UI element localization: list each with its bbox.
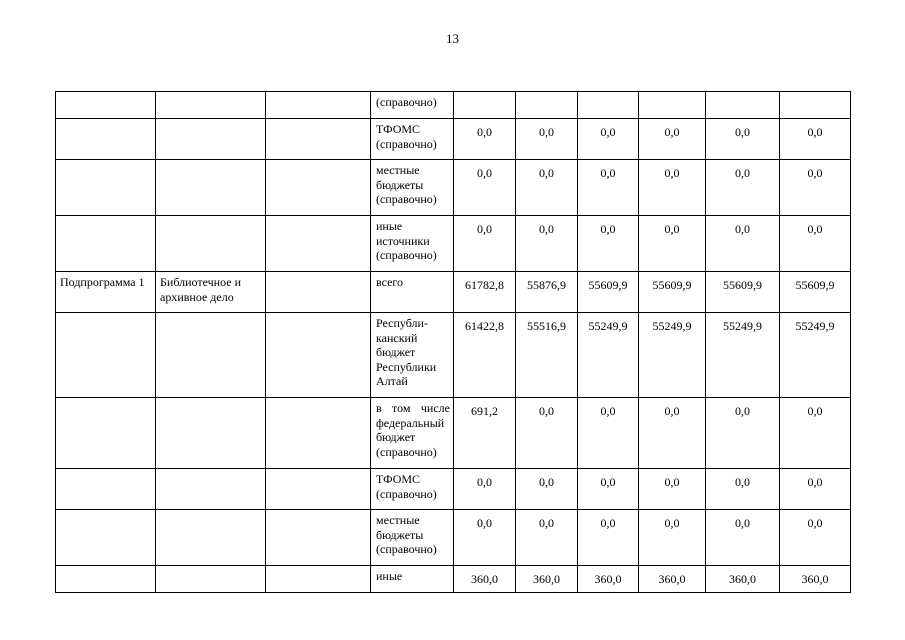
value-cell: 0,0 — [454, 469, 516, 510]
value-cell: 61782,8 — [454, 272, 516, 313]
value-cell: 0,0 — [578, 510, 639, 566]
source-line: ТФОМС — [376, 122, 421, 136]
source-line: в том числе — [376, 401, 450, 415]
value-cell: 0,0 — [516, 469, 578, 510]
source-line: Республи- — [376, 316, 428, 330]
executor-cell — [266, 313, 371, 398]
value-cell: 55249,9 — [706, 313, 780, 398]
program-cell — [56, 469, 156, 510]
value-cell — [706, 92, 780, 119]
value-cell — [578, 92, 639, 119]
source-line: местные — [376, 163, 420, 177]
value-cell: 0,0 — [706, 216, 780, 272]
program-cell — [56, 510, 156, 566]
value-cell: 0,0 — [780, 216, 851, 272]
value-cell: 0,0 — [578, 398, 639, 469]
source-line: всего — [376, 275, 404, 289]
source-line: (справочно) — [376, 248, 437, 263]
value-cell: 0,0 — [639, 398, 706, 469]
source-cell — [371, 92, 454, 119]
page-number: 13 — [446, 31, 459, 46]
value-cell: 360,0 — [639, 566, 706, 593]
value-cell: 0,0 — [639, 160, 706, 216]
source-line: федеральный — [376, 415, 445, 430]
value-cell — [454, 92, 516, 119]
executor-cell — [266, 92, 371, 119]
table-row — [56, 160, 851, 216]
value-cell: 0,0 — [706, 510, 780, 566]
value-cell: 0,0 — [578, 469, 639, 510]
source-line: (справочно) — [376, 444, 437, 459]
value-cell: 0,0 — [706, 398, 780, 469]
name-cell — [156, 469, 266, 510]
source-line: (справочно) — [376, 95, 437, 109]
source-line: (справочно) — [376, 542, 437, 557]
program-cell — [56, 566, 156, 593]
table-row — [56, 216, 851, 272]
value-cell: 360,0 — [578, 566, 639, 593]
source-line: (справочно) — [376, 192, 437, 207]
value-cell: 0,0 — [454, 510, 516, 566]
name-cell — [156, 119, 266, 160]
executor-cell — [266, 119, 371, 160]
value-cell: 0,0 — [454, 160, 516, 216]
value-cell: 0,0 — [780, 160, 851, 216]
value-cell: 0,0 — [578, 216, 639, 272]
name-cell — [156, 216, 266, 272]
value-cell: 0,0 — [639, 469, 706, 510]
table-row — [56, 510, 851, 566]
table-row — [56, 398, 851, 469]
value-cell: 0,0 — [454, 216, 516, 272]
table-body — [56, 92, 851, 593]
program-cell: Подпрограмма 1 — [56, 272, 156, 313]
executor-cell — [266, 160, 371, 216]
executor-cell — [266, 469, 371, 510]
source-line: иные — [376, 569, 403, 583]
value-cell: 55516,9 — [516, 313, 578, 398]
value-cell: 55249,9 — [578, 313, 639, 398]
value-cell — [639, 92, 706, 119]
table-row — [56, 272, 851, 313]
source-line: Республики — [376, 359, 437, 374]
program-cell — [56, 119, 156, 160]
value-cell: 61422,8 — [454, 313, 516, 398]
value-cell: 0,0 — [639, 510, 706, 566]
value-cell: 0,0 — [516, 119, 578, 160]
value-cell: 360,0 — [516, 566, 578, 593]
value-cell: 360,0 — [780, 566, 851, 593]
source-line: бюджет — [376, 345, 416, 360]
name-cell: Библиотечное и архивное дело — [156, 272, 266, 313]
program-cell — [56, 160, 156, 216]
program-cell — [56, 216, 156, 272]
source-cell — [371, 272, 454, 313]
value-cell: 0,0 — [780, 119, 851, 160]
source-line: источники — [376, 233, 430, 248]
source-line: (справочно) — [376, 486, 437, 501]
value-cell — [516, 92, 578, 119]
name-cell — [156, 398, 266, 469]
value-cell: 0,0 — [780, 398, 851, 469]
executor-cell — [266, 398, 371, 469]
value-cell: 691,2 — [454, 398, 516, 469]
value-cell: 0,0 — [706, 469, 780, 510]
value-cell: 55609,9 — [639, 272, 706, 313]
value-cell: 360,0 — [454, 566, 516, 593]
program-cell — [56, 313, 156, 398]
source-line: Алтай — [376, 374, 408, 389]
value-cell: 0,0 — [516, 510, 578, 566]
value-cell: 0,0 — [780, 510, 851, 566]
name-cell — [156, 92, 266, 119]
value-cell: 0,0 — [516, 216, 578, 272]
value-cell: 0,0 — [578, 160, 639, 216]
value-cell: 0,0 — [706, 160, 780, 216]
table-row — [56, 119, 851, 160]
value-cell: 0,0 — [578, 119, 639, 160]
source-line: бюджеты — [376, 177, 424, 192]
name-cell — [156, 313, 266, 398]
executor-cell — [266, 566, 371, 593]
value-cell: 0,0 — [516, 160, 578, 216]
value-cell: 55609,9 — [780, 272, 851, 313]
value-cell: 55249,9 — [639, 313, 706, 398]
program-cell — [56, 92, 156, 119]
source-line: местные — [376, 513, 420, 527]
value-cell: 55609,9 — [706, 272, 780, 313]
executor-cell — [266, 216, 371, 272]
table-row — [56, 566, 851, 593]
value-cell: 0,0 — [639, 216, 706, 272]
source-line: (справочно) — [376, 136, 437, 151]
executor-cell — [266, 272, 371, 313]
source-cell — [371, 313, 454, 398]
value-cell — [780, 92, 851, 119]
executor-cell — [266, 510, 371, 566]
value-cell: 55876,9 — [516, 272, 578, 313]
source-cell — [371, 119, 454, 160]
source-line: бюджет — [376, 430, 416, 445]
value-cell: 0,0 — [639, 119, 706, 160]
value-cell: 55609,9 — [578, 272, 639, 313]
source-cell — [371, 160, 454, 216]
table-row — [56, 313, 851, 398]
value-cell: 55249,9 — [780, 313, 851, 398]
source-line: иные — [376, 219, 403, 233]
value-cell: 0,0 — [454, 119, 516, 160]
source-line: ТФОМС — [376, 472, 421, 486]
value-cell: 0,0 — [516, 398, 578, 469]
program-cell — [56, 398, 156, 469]
source-cell — [371, 398, 454, 469]
source-cell — [371, 469, 454, 510]
source-line: бюджеты — [376, 527, 424, 542]
source-cell — [371, 510, 454, 566]
table-row — [56, 92, 851, 119]
value-cell: 0,0 — [706, 119, 780, 160]
source-line: канский — [376, 330, 418, 345]
source-cell — [371, 216, 454, 272]
name-cell — [156, 566, 266, 593]
source-cell — [371, 566, 454, 593]
value-cell: 0,0 — [780, 469, 851, 510]
value-cell: 360,0 — [706, 566, 780, 593]
name-cell — [156, 510, 266, 566]
budget-table — [55, 91, 851, 593]
name-cell — [156, 160, 266, 216]
table-row — [56, 469, 851, 510]
